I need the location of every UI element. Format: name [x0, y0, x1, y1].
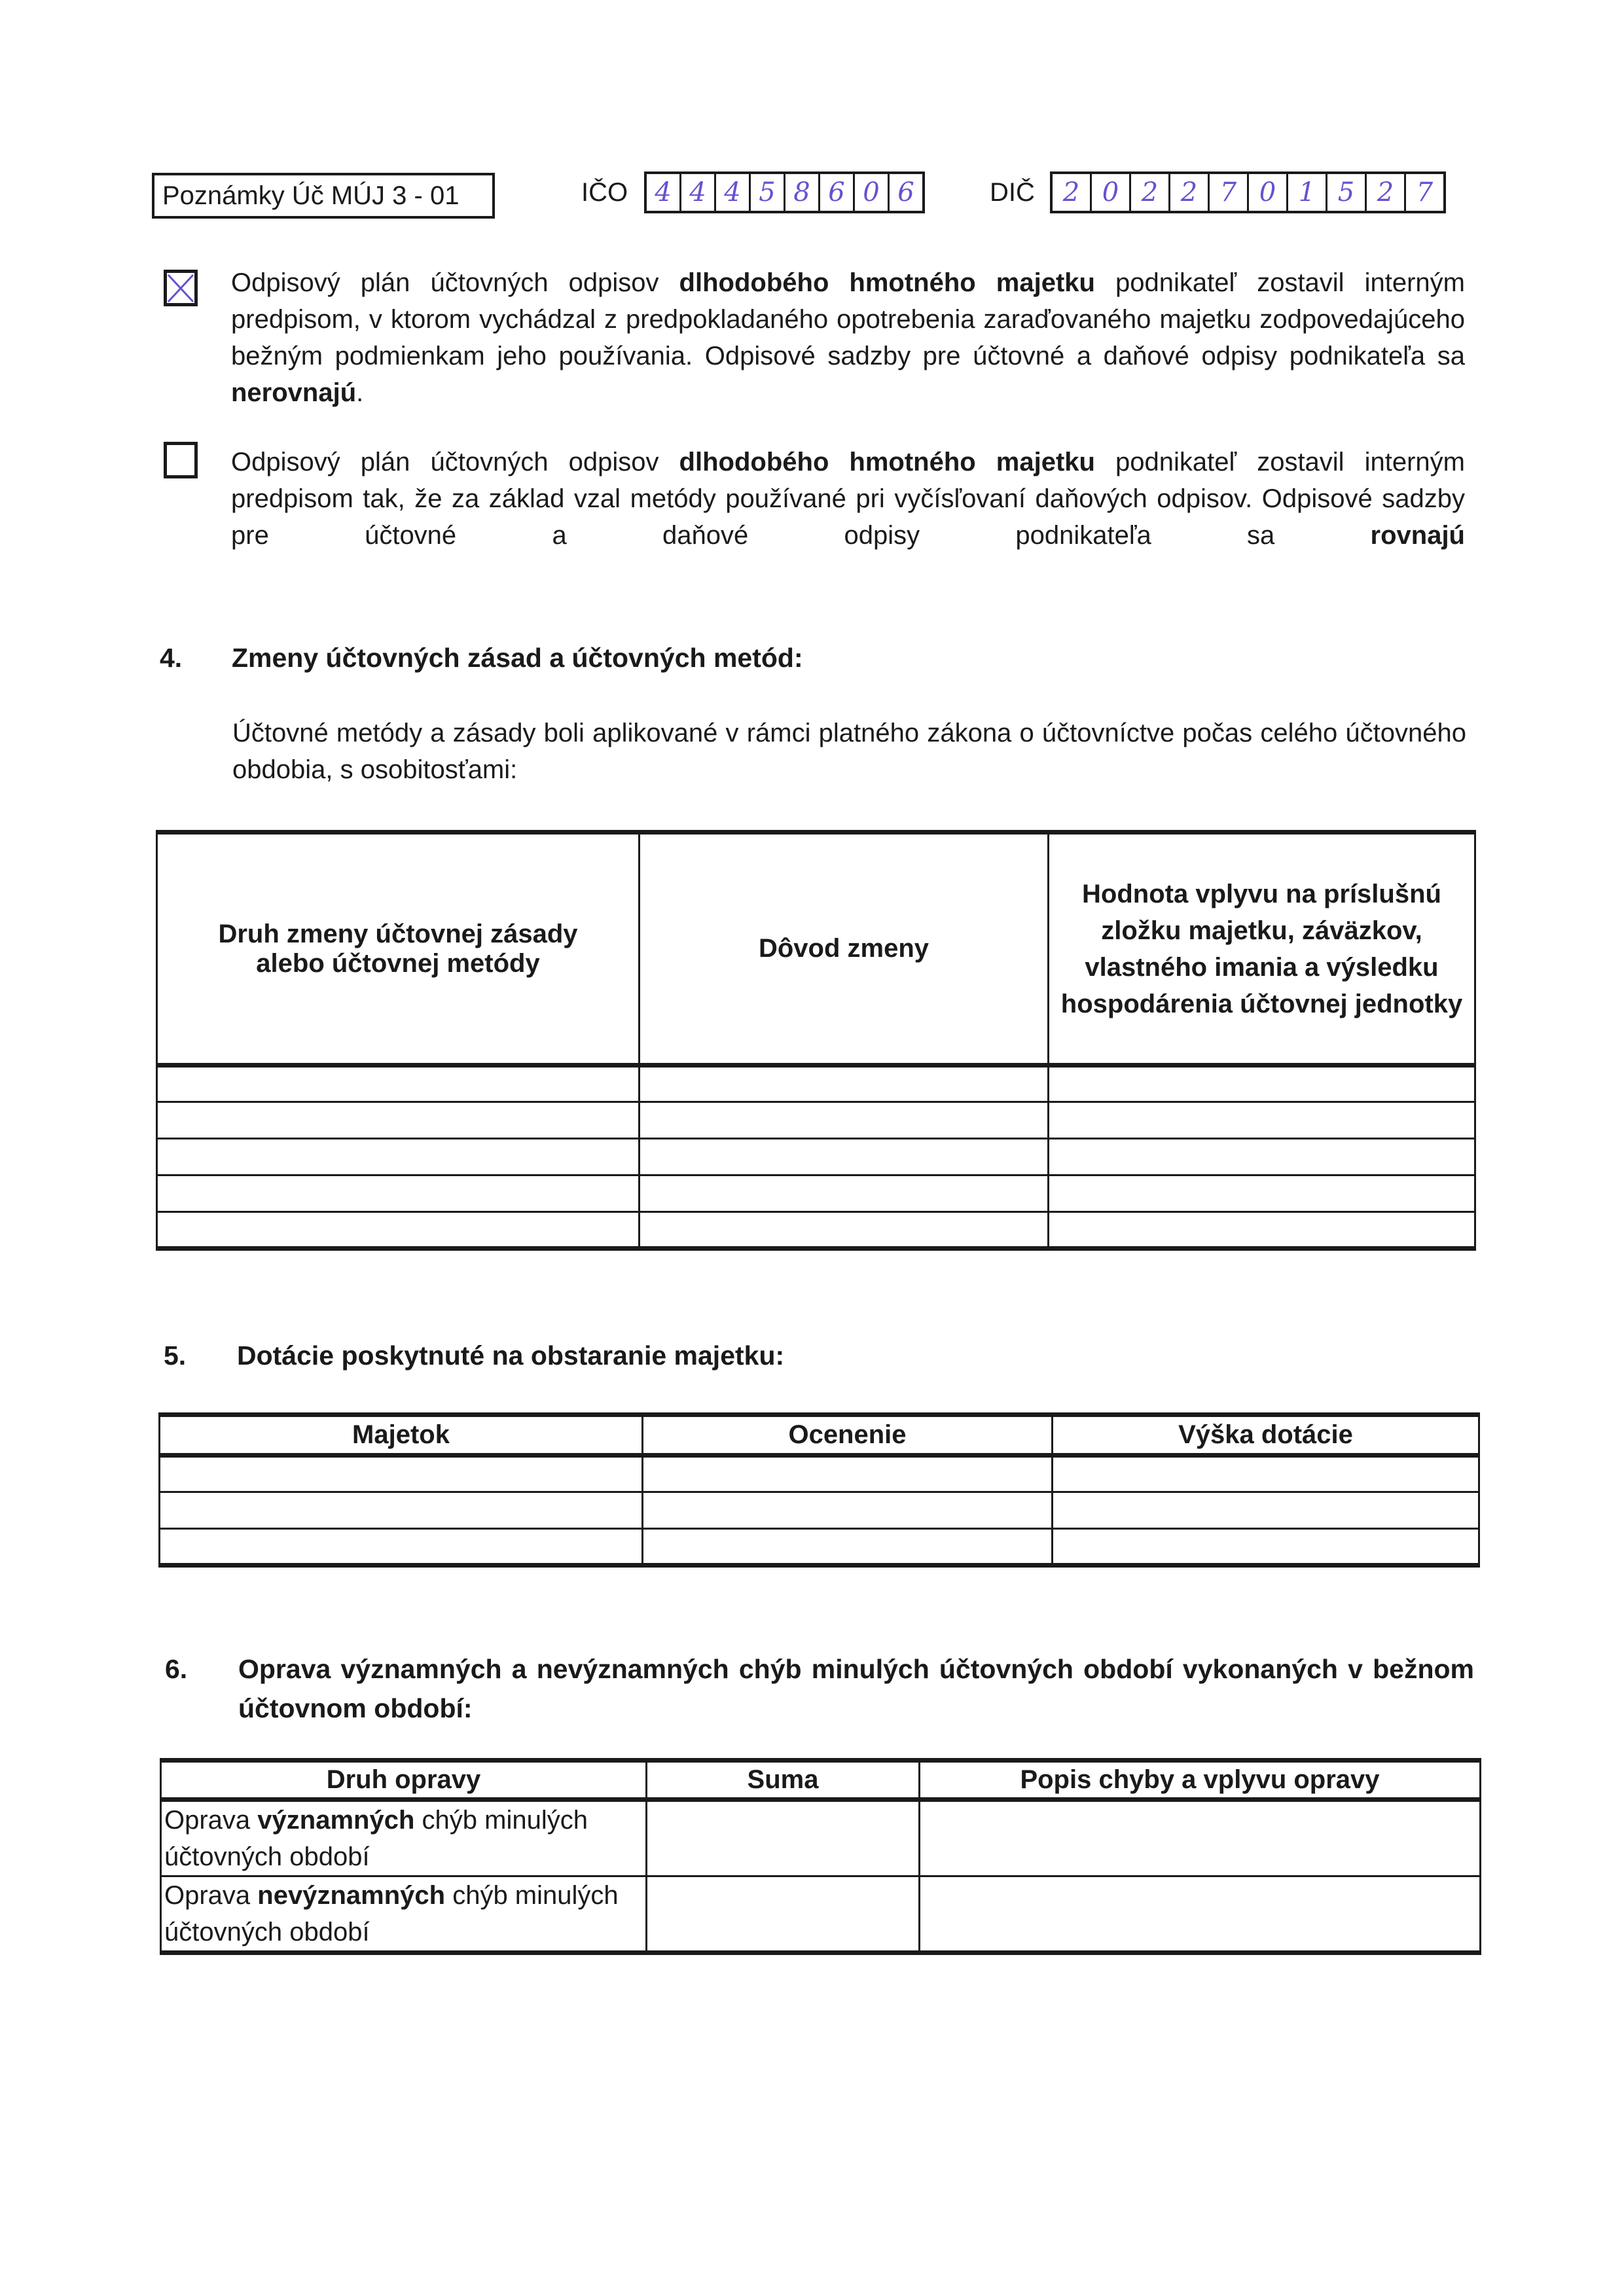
ico-digit[interactable]: 4 — [716, 174, 751, 211]
section-6-heading: 6. Oprava významných a nevýznamných chýb minulých účtovných období vykonaných v bežnom účtovnom období: — [165, 1654, 1474, 1723]
column-header-valuation: Ocenenie — [643, 1415, 1053, 1456]
dic-digit[interactable]: 2 — [1053, 174, 1092, 211]
table-row — [157, 1102, 1475, 1139]
column-header-impact-value: Hodnota vplyvu na príslušnú zložku majetku, záväzkov, vlastného imania a výsledku hospodárenia účtovnej jednotky — [1049, 833, 1475, 1066]
ico-digit[interactable]: 4 — [681, 174, 716, 211]
column-header-correction-type: Druh opravy — [161, 1761, 647, 1800]
table-cell[interactable] — [157, 1175, 640, 1212]
dic-digit[interactable]: 7 — [1416, 177, 1434, 207]
table-cell[interactable] — [643, 1529, 1053, 1566]
dic-digit[interactable]: 5 — [1327, 174, 1367, 211]
table-cell[interactable] — [160, 1456, 643, 1492]
form-title: Poznámky Úč MÚJ 3 - 01 — [162, 181, 460, 210]
form-title-box — [152, 173, 495, 219]
table-cell-amount[interactable] — [647, 1876, 920, 1953]
section-4-heading: 4. Zmeny účtovných zásad a účtovných metód: — [160, 643, 803, 673]
dic-digit[interactable]: 2 — [1131, 174, 1170, 211]
dic-digit[interactable]: 0 — [1092, 174, 1131, 211]
dic-digit[interactable]: 0 — [1249, 174, 1288, 211]
table-cell[interactable] — [643, 1456, 1053, 1492]
table-cell[interactable] — [1053, 1492, 1479, 1529]
column-header-description: Popis chyby a vplyvu opravy — [920, 1761, 1481, 1800]
table-cell[interactable] — [160, 1529, 643, 1566]
correction-type-significant: Oprava významných chýb minulých účtovných období — [161, 1800, 647, 1876]
table-row — [157, 1139, 1475, 1175]
error-corrections-table — [160, 1758, 1481, 1955]
correction-type-insignificant: Oprava nevýznamných chýb minulých účtovných období — [161, 1876, 647, 1953]
table-cell-description[interactable] — [920, 1876, 1481, 1953]
table-cell[interactable] — [643, 1492, 1053, 1529]
table-row — [160, 1529, 1479, 1566]
table-cell[interactable] — [640, 1139, 1049, 1175]
table-row — [161, 1800, 1481, 1876]
dic-digit[interactable]: 2 — [1367, 174, 1406, 211]
table-cell[interactable] — [1049, 1066, 1475, 1102]
ico-digit[interactable]: 5 — [751, 174, 785, 211]
dic-digit[interactable]: 7 — [1210, 174, 1249, 211]
table-cell-amount[interactable] — [647, 1800, 920, 1876]
table-cell[interactable] — [640, 1175, 1049, 1212]
table-row — [161, 1876, 1481, 1953]
dic-digit[interactable]: 2 — [1170, 174, 1210, 211]
depreciation-option-1-text: Odpisový plán účtovných odpisov dlhodobého hmotného majetku podnikateľ zostavil interným predpisom, v ktorom vychádzal z predpokladaného opotrebenia zaraďovaného majetku zodpovedajúceho bežným podmienkam jeho používania. Odpisové sadzby pre účtovné a daňové odpisy podnikateľa sa nerovnajú. — [231, 268, 1465, 407]
table-cell[interactable] — [1049, 1102, 1475, 1139]
table-cell[interactable] — [640, 1212, 1049, 1249]
table-row — [157, 1066, 1475, 1102]
table-row — [160, 1456, 1479, 1492]
ico-label: IČO — [581, 178, 628, 207]
column-header-reason: Dôvod zmeny — [640, 833, 1049, 1066]
table-cell[interactable] — [157, 1212, 640, 1249]
depreciation-option-1-checkbox[interactable] — [164, 270, 198, 306]
section-5-heading: 5. Dotácie poskytnuté na obstaranie majetku: — [164, 1340, 785, 1371]
table-cell[interactable] — [1049, 1139, 1475, 1175]
depreciation-option-2-text: Odpisový plán účtovných odpisov dlhodobého hmotného majetku podnikateľ zostavil interným predpisom tak, že za základ vzal metódy používané pri vyčísľovaní daňových odpisov. Odpisové sadzby pre účtovné a daňové odpisy podnikateľa sa rovnajú — [231, 448, 1465, 550]
subsidies-table — [158, 1412, 1480, 1568]
accounting-changes-table — [156, 830, 1476, 1251]
table-cell[interactable] — [1053, 1529, 1479, 1566]
ico-digit[interactable]: 8 — [785, 174, 820, 211]
checkmark-x-icon — [167, 273, 194, 303]
table-cell[interactable] — [640, 1102, 1049, 1139]
table-cell[interactable] — [640, 1066, 1049, 1102]
ico-digit[interactable]: 0 — [855, 174, 890, 211]
table-row — [160, 1492, 1479, 1529]
column-header-asset: Majetok — [160, 1415, 643, 1456]
dic-label: DIČ — [990, 178, 1035, 207]
table-cell[interactable] — [160, 1492, 643, 1529]
table-cell[interactable] — [157, 1139, 640, 1175]
table-cell-description[interactable] — [920, 1800, 1481, 1876]
table-cell[interactable] — [157, 1066, 640, 1102]
dic-digit[interactable]: 1 — [1288, 174, 1327, 211]
ico-digit[interactable]: 6 — [820, 174, 855, 211]
column-header-change-type: Druh zmeny účtovnej zásady alebo účtovnej metódy — [157, 833, 640, 1066]
column-header-amount: Suma — [647, 1761, 920, 1800]
table-row — [157, 1212, 1475, 1249]
column-header-subsidy-amount: Výška dotácie — [1053, 1415, 1479, 1456]
table-row — [157, 1175, 1475, 1212]
ico-digit[interactable]: 4 — [647, 174, 681, 211]
table-cell[interactable] — [1049, 1175, 1475, 1212]
section-4-intro: Účtovné metódy a zásady boli aplikované v rámci platného zákona o účtovníctve počas celého účtovného obdobia, s osobitosťami: — [232, 719, 1466, 784]
depreciation-option-2-checkbox[interactable] — [164, 442, 198, 478]
table-cell[interactable] — [157, 1102, 640, 1139]
table-cell[interactable] — [1049, 1212, 1475, 1249]
table-cell[interactable] — [1053, 1456, 1479, 1492]
ico-digit[interactable]: 6 — [897, 177, 914, 207]
ico-field[interactable] — [644, 171, 925, 213]
dic-field[interactable] — [1050, 171, 1446, 213]
